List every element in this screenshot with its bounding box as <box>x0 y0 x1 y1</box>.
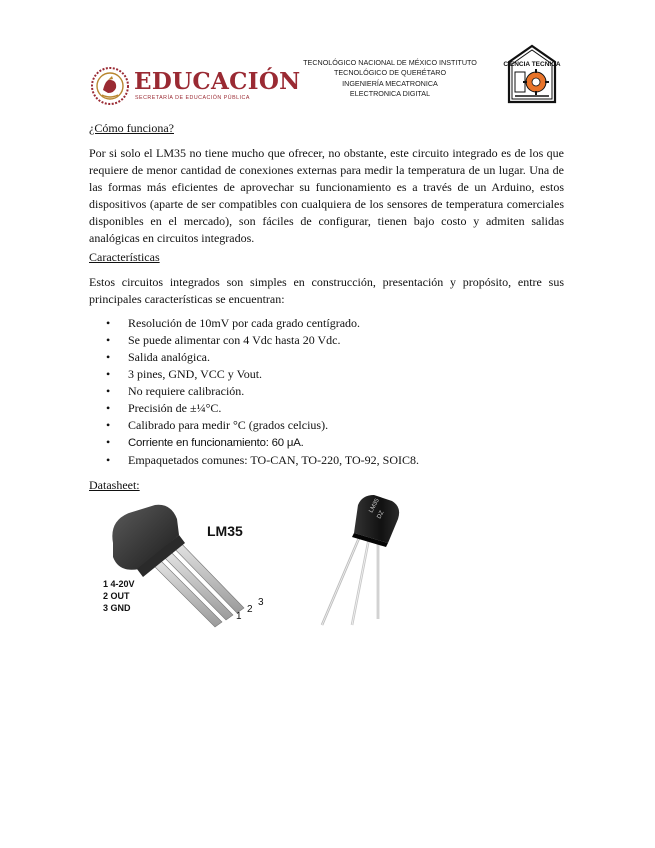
list-item-text: Precisión de ±¼°C. <box>128 401 222 415</box>
bullet: • <box>106 367 111 381</box>
heading-caracteristicas: Características <box>89 250 160 264</box>
paragraph-caracteristicas-intro: Estos circuitos integrados son simples en construcción, presentación y propósito, entre sus principales características se encuentran: <box>89 275 564 306</box>
pin-number: 2 <box>247 604 253 615</box>
institution-header <box>292 58 488 100</box>
list-item-text: Corriente en funcionamiento: 60 μA. <box>128 437 304 449</box>
list-item <box>89 400 559 417</box>
header-line: INGENIERÍA MECATRONICA <box>342 78 438 88</box>
logo-wordmark: EDUCACIÓN <box>134 68 301 95</box>
badge-motto: CIENCIA TECNICA <box>503 61 561 68</box>
mexican-eagle-emblem-icon <box>90 66 130 106</box>
lm35-pinout-image <box>97 503 277 628</box>
list-item <box>89 417 559 434</box>
pin-label: 1 4-20V <box>103 579 135 589</box>
list-item-text: No requiere calibración. <box>128 384 245 398</box>
bullet: • <box>106 350 111 364</box>
list-item <box>89 315 559 332</box>
paragraph-funcionamiento: Por si solo el LM35 no tiene mucho que ofrecer, no obstante, este circuito integrado es de los que requiere de menor cantidad de conexiones externas para medir la temperatura de un lugar. Una de las formas más eficientes de aprovechar su funcionamiento es a través de un Arduino, estos dispositivos (aparte de ser compatibles con cualquiera de los sensores de temperatura comerciales disponibles en el mercado), son fáciles de configurar, tienen bajo costo y admiten salidas analógicas en circuitos integrados. <box>89 146 564 245</box>
heading-datasheet: Datasheet: <box>89 478 140 492</box>
bullet: • <box>106 333 111 347</box>
logo-subtitle: SECRETARÍA DE EDUCACIÓN PÚBLICA <box>135 95 250 101</box>
list-item <box>89 349 559 366</box>
list-item-text: Resolución de 10mV por cada grado centígrado. <box>128 316 361 330</box>
list-item-text: 3 pines, GND, VCC y Vout. <box>128 367 263 381</box>
itq-badge-logo <box>499 42 565 108</box>
bullet: • <box>106 401 111 415</box>
pin-number: 3 <box>258 597 264 608</box>
bullet: • <box>106 453 111 467</box>
list-item <box>89 434 559 452</box>
header-line: TECNOLÓGICO DE QUERÉTARO <box>333 68 447 78</box>
list-item-text: Empaquetados comunes: TO-CAN, TO-220, TO-92, SOIC8. <box>128 453 419 467</box>
list-item <box>89 383 559 400</box>
list-item <box>89 452 559 469</box>
package-marking: LM35 <box>368 497 381 514</box>
heading-como-funciona: ¿Cómo funciona? <box>89 121 174 135</box>
package-marking: DZ <box>376 510 386 520</box>
bullet: • <box>106 435 111 449</box>
pin-number: 1 <box>236 611 242 622</box>
list-item-text: Se puede alimentar con 4 Vdc hasta 20 Vdc. <box>128 333 341 347</box>
pin-label: 2 OUT <box>103 591 130 601</box>
features-list <box>89 315 559 469</box>
lm35-title: LM35 <box>207 523 243 539</box>
bullet: • <box>106 316 111 330</box>
list-item <box>89 366 559 383</box>
list-item-text: Salida analógica. <box>128 350 210 364</box>
pin-label: 3 GND <box>103 603 131 613</box>
sep-logo <box>90 66 301 106</box>
bullet: • <box>106 384 111 398</box>
header-line: ELECTRONICA DIGITAL <box>349 89 431 99</box>
list-item <box>89 332 559 349</box>
to92-package-image <box>300 491 416 628</box>
header-line: TECNOLÓGICO NACIONAL DE MÉXICO INSTITUTO <box>303 58 477 67</box>
bullet: • <box>106 418 111 432</box>
list-item-text: Calibrado para medir °C (grados celcius). <box>128 418 329 432</box>
